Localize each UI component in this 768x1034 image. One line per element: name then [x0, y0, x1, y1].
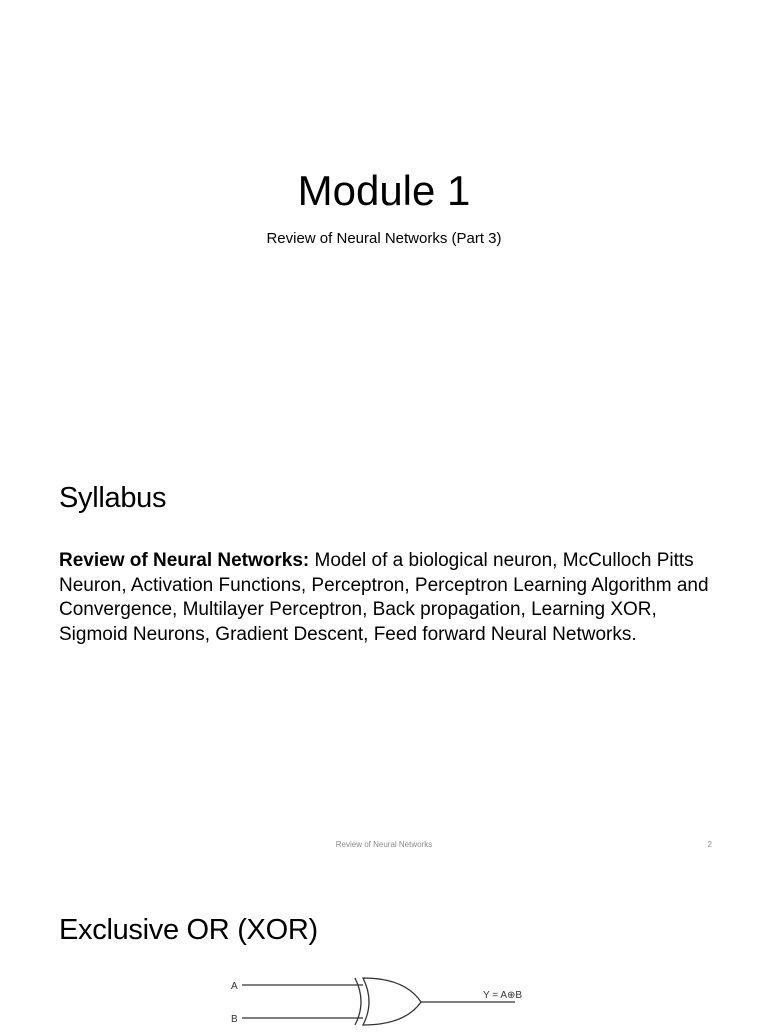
or-gate-body	[363, 978, 421, 1025]
slide-heading: Exclusive OR (XOR)	[59, 914, 318, 946]
input-b-label: B	[231, 1014, 238, 1025]
title-slide	[0, 0, 768, 430]
slide-subtitle: Review of Neural Networks (Part 3)	[266, 230, 502, 247]
slide-footer: Review of Neural Networks	[335, 840, 433, 849]
syllabus-topics: Model of a biological neuron, McCulloch Pitts Neuron, Activation Functions, Perceptron, Perceptron Learning Algorithm and Convergence, Multilayer Perceptron, Back propagation, Learning XOR, Sigmoid Neurons, Gradient Descent, Feed forward Neural Networks.	[59, 550, 709, 645]
syllabus-body	[59, 549, 719, 647]
input-a-label: A	[231, 981, 238, 992]
syllabus-slide	[0, 430, 768, 862]
xor-gate-diagram	[225, 974, 545, 1034]
page-number: 2	[707, 840, 712, 849]
slide-title: Module 1	[297, 167, 471, 214]
syllabus-topic-label: Review of Neural Networks:	[59, 550, 310, 571]
xor-slide	[0, 862, 768, 1024]
output-label: Y = A⊕B	[483, 990, 523, 1001]
slide-heading: Syllabus	[59, 482, 167, 514]
xor-gate-icon	[225, 974, 545, 1034]
